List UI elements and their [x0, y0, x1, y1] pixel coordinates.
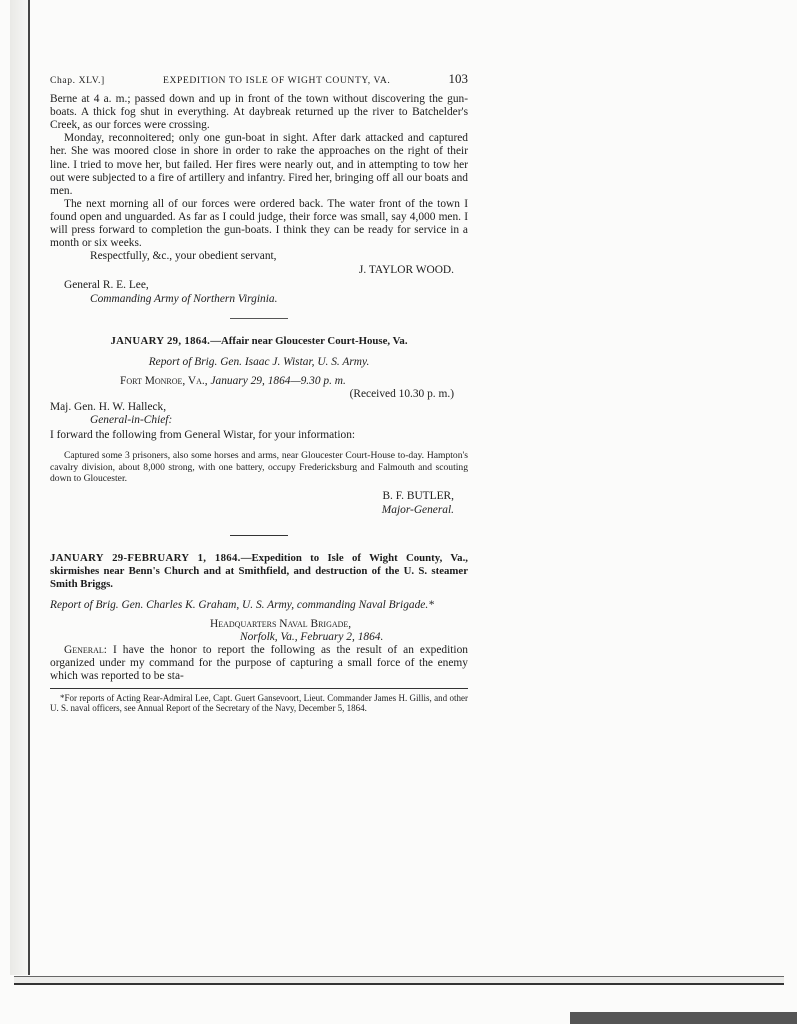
- section2-body-text: I have the honor to report the following as the result of an expedition organized under my command for the purpose of capturing a small force of the enemy which was reported to be sta-: [50, 644, 468, 683]
- section1-heading: [50, 335, 468, 348]
- section1-report-of: Report of Brig. Gen. Isaac J. Wistar, U. S. Army.: [148, 355, 370, 368]
- section1-received: (Received 10.30 p. m.): [349, 387, 454, 400]
- chapter-label: Chap. XLV.]: [50, 75, 105, 86]
- letter1-addressee-name: General R. E. Lee,: [64, 279, 149, 292]
- section2-headquarters: Headquarters Naval Brigade,: [210, 618, 352, 631]
- section1-dateline-place: Fort Monroe, Va.,: [120, 374, 208, 387]
- section2-report-of: Report of Brig. Gen. Charles K. Graham, U. S. Army, commanding Naval Brigade.*: [50, 598, 434, 611]
- section1-heading-date: JANUARY 29, 1864.: [110, 334, 211, 347]
- scan-bottom-edge: [14, 976, 784, 985]
- section2-heading-text: —Expedition to Isle of Wight County, Va., skirmishes near Benn's Church and at Smithfield, and destruction of the U. S. steamer Smith Briggs.: [50, 551, 468, 590]
- document-page: [50, 72, 468, 714]
- section1-dateline-date: January 29, 1864—9.30 p. m.: [210, 374, 346, 387]
- section1-signature-title: Major-General.: [381, 503, 454, 516]
- section1-heading-text: —Affair near Gloucester Court-House, Va.: [210, 334, 408, 347]
- footnote: *For reports of Acting Rear-Admiral Lee, Capt. Guert Gansevoort, Lieut. Commander James H. Gillis, and other U. S. naval officers, see Annual Report of the Secretary of the Navy, December 5, 1864.: [50, 692, 468, 714]
- section2-heading: [50, 552, 468, 591]
- section-divider: [230, 318, 288, 319]
- section2-headquarters-date: Norfolk, Va., February 2, 1864.: [240, 631, 384, 644]
- section1-quoted-dispatch: Captured some 3 prisoners, also some horses and arms, near Gloucester Court-House to-day. Hampton's cavalry division, about 8,000 strong, with one battery, occupy Fredericksburg and Falmouth and scouting down to Gloucester.: [50, 450, 468, 485]
- page-number: 103: [448, 71, 468, 86]
- section1-dateline: [50, 375, 468, 388]
- scan-corner-shadow: [570, 1012, 797, 1024]
- letter1-signature: J. TAYLOR WOOD.: [358, 264, 454, 277]
- section1-signature: B. F. BUTLER,: [382, 490, 454, 503]
- running-title: EXPEDITION TO ISLE OF WIGHT COUNTY, VA.: [162, 75, 391, 86]
- section2-body: [50, 644, 468, 683]
- section2-heading-date: JANUARY 29-FEBRUARY 1, 1864.: [50, 551, 241, 564]
- letter1-paragraph-2: Monday, reconnoitered; only one gun-boat in sight. After dark attacked and captured her. She was moored close in shore in order to rake the approaches on the right of their line. I tried to move her, but failed. Her fires were nearly out, and in attempting to tow her out were subjected to a fire of artillery and infantry. Fired her, bringing off all our boats and men.: [50, 132, 468, 197]
- running-head: [50, 72, 468, 87]
- letter1-closing: Respectfully, &c., your obedient servant,: [90, 250, 277, 263]
- section1-body: I forward the following from General Wistar, for your information:: [50, 429, 356, 442]
- section2-salutation: General:: [64, 644, 107, 657]
- letter1-addressee-title: Commanding Army of Northern Virginia.: [90, 292, 278, 305]
- letter1-paragraph-3: The next morning all of our forces were ordered back. The water front of the town I found open and unguarded. As far as I could judge, their force was small, say 4,000 men. I will press forward to completion the gun-boats. I think they can be ready for service in a month or six weeks.: [50, 197, 468, 250]
- section-divider: [230, 535, 288, 536]
- scan-left-edge: [10, 0, 30, 975]
- section1-addressee-name: Maj. Gen. H. W. Halleck,: [50, 400, 167, 413]
- letter1-paragraph-1: Berne at 4 a. m.; passed down and up in front of the town without discovering the gun-boats. A thick fog shut in everything. At daybreak returned up the river to Batchelder's Creek, as our forces were crossing.: [50, 93, 468, 132]
- footnote-rule: [50, 688, 468, 689]
- section1-addressee-title: General-in-Chief:: [90, 414, 173, 427]
